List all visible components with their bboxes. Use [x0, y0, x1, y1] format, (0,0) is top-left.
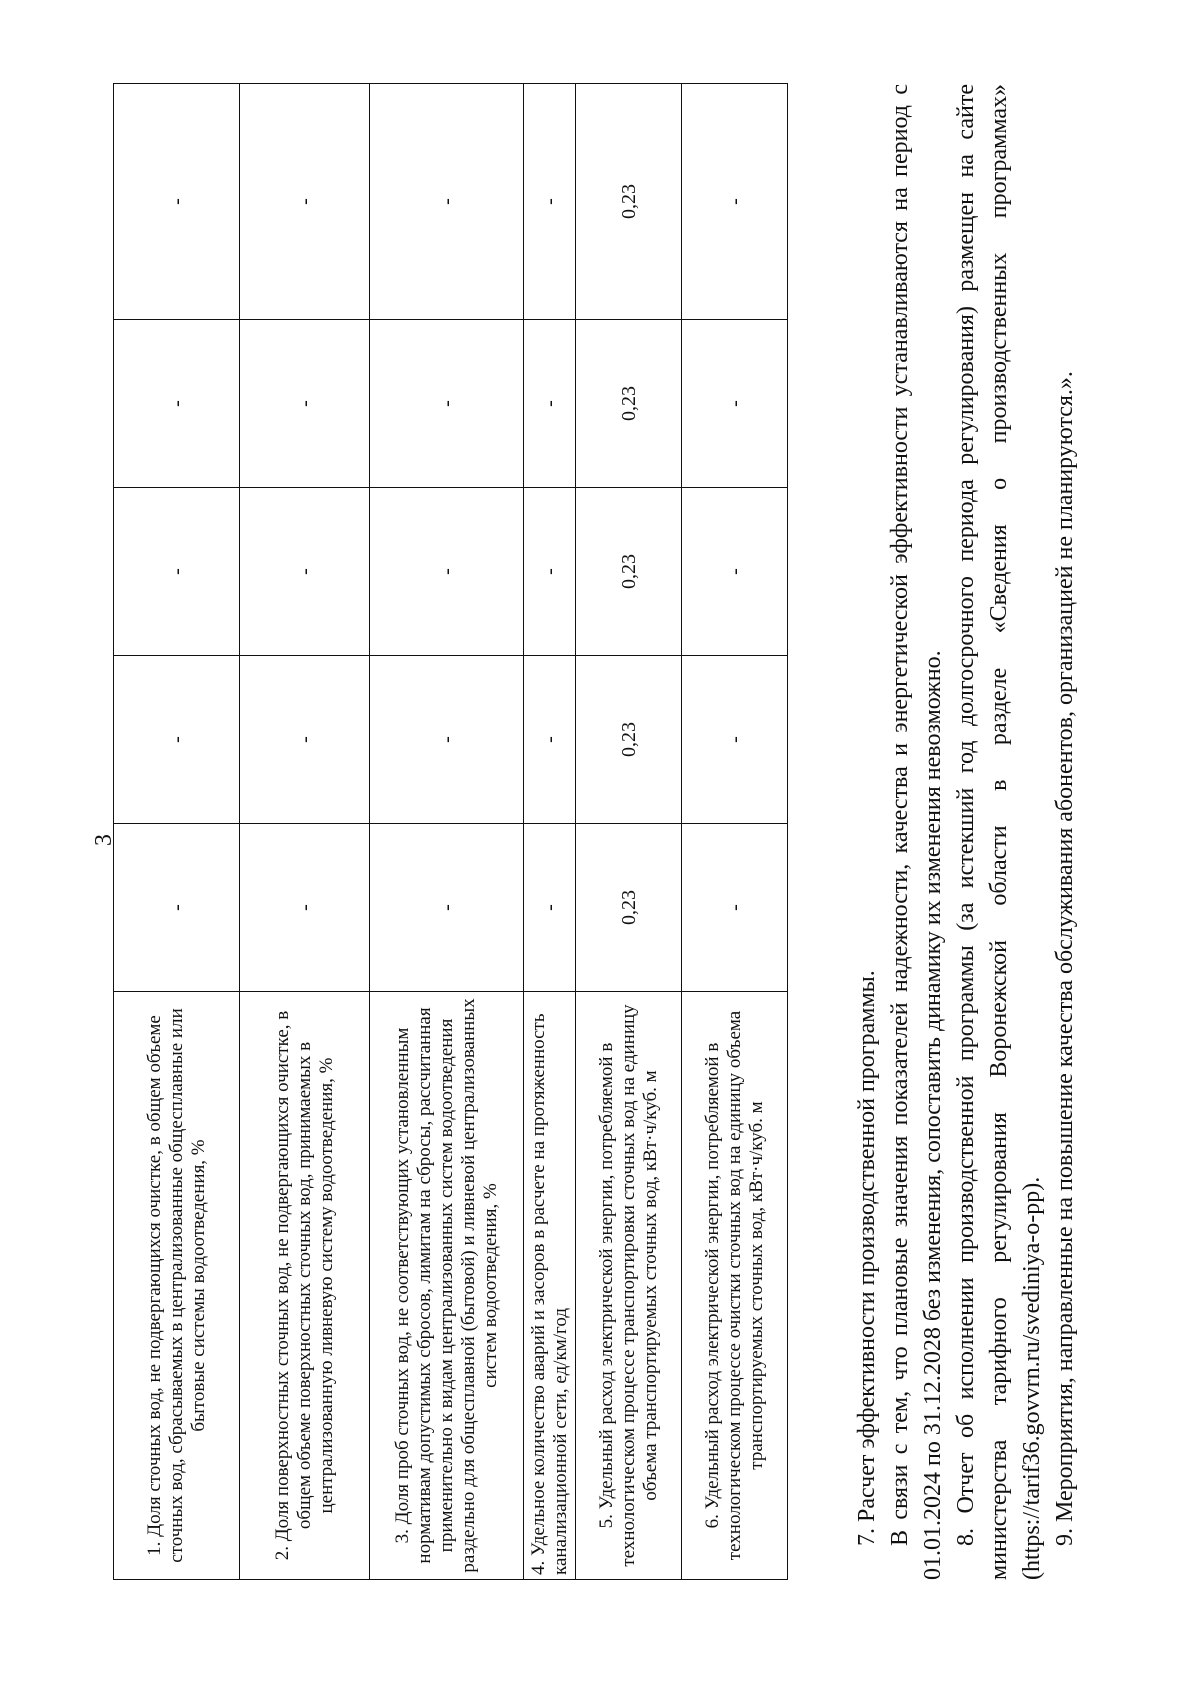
indicator-value: 0,23: [576, 84, 682, 320]
section-7-heading: 7. Расчет эффективности производственной программы.: [854, 970, 880, 1546]
indicator-value: -: [240, 320, 370, 488]
indicator-name: 6. Удельный расход электрической энергии, потребляемой в технологическом процессе очистки сточных вод на единицу объема транспортируемых сточных вод, кВт·ч/куб. м: [682, 992, 788, 1580]
indicator-value: -: [114, 84, 240, 320]
indicator-value: -: [524, 488, 576, 656]
indicator-value: -: [682, 84, 788, 320]
indicator-value: -: [370, 84, 524, 320]
section-7-paragraph: В связи с тем, что плановые значения показателей надежности, качества и энергетической эффективности устанавливаются на период с 01.01.2024 по 31.12.2028 без изменения, сопоставить динамику их изменения невозможно.: [887, 84, 946, 1580]
indicator-value: -: [370, 824, 524, 992]
table-row: [682, 84, 788, 1580]
indicators-table: [113, 83, 788, 1580]
indicator-value: -: [240, 656, 370, 824]
table-row: [524, 84, 576, 1580]
indicator-value: 0,23: [576, 320, 682, 488]
indicator-value: -: [524, 320, 576, 488]
indicator-name: 1. Доля сточных вод, не подвергающихся очистке, в общем объеме сточных вод, сбрасываемых в централизованные общесплавные или бытовые системы водоотведения, %: [114, 992, 240, 1580]
indicator-value: -: [682, 320, 788, 488]
indicator-value: -: [114, 656, 240, 824]
indicator-name: 5. Удельный расход электрической энергии, потребляемой в технологическом процессе транспортировки сточных вод на единицу объема транспортируемых сточных вод, кВт·ч/куб. м: [576, 992, 682, 1580]
indicator-value: 0,23: [576, 656, 682, 824]
indicator-value: -: [370, 656, 524, 824]
indicator-name: 2. Доля поверхностных сточных вод, не подвергающихся очистке, в общем объеме поверхностных сточных вод, принимаемых в централизованную ливневую систему водоотведения, %: [240, 992, 370, 1580]
indicator-value: -: [114, 488, 240, 656]
indicator-value: -: [524, 656, 576, 824]
indicator-value: -: [240, 84, 370, 320]
indicator-value: -: [114, 320, 240, 488]
section-9-paragraph: 9. Мероприятия, направленные на повышение качества обслуживания абонентов, организацией не планируются.».: [1052, 371, 1078, 1546]
indicator-value: -: [240, 488, 370, 656]
page-number: 3: [91, 834, 117, 846]
indicator-value: 0,23: [576, 488, 682, 656]
rotated-page: [85, 70, 1125, 1610]
table-row: [576, 84, 682, 1580]
indicator-value: -: [114, 824, 240, 992]
table-row: [114, 84, 240, 1580]
table-row: [370, 84, 524, 1580]
indicator-value: -: [682, 824, 788, 992]
indicator-value: -: [524, 824, 576, 992]
indicator-value: -: [524, 84, 576, 320]
indicator-name: 4. Удельное количество аварий и засоров в расчете на протяженность канализационной сети, ед/км/год: [524, 992, 576, 1580]
indicator-value: -: [682, 656, 788, 824]
body-text: [851, 84, 1082, 1580]
indicator-value: 0,23: [576, 824, 682, 992]
indicator-value: -: [682, 488, 788, 656]
indicator-value: -: [370, 320, 524, 488]
indicator-name: 3. Доля проб сточных вод, не соответствующих установленным нормативам допустимых сбросов, лимитам на сбросы, рассчитанная применительно к видам централизованных систем водоотведения раздельно для общесплавной (бытовой) и ливневой централизованных систем водоотведения, %: [370, 992, 524, 1580]
indicator-value: -: [370, 488, 524, 656]
table-row: [240, 84, 370, 1580]
section-8-paragraph: 8. Отчет об исполнении производственной программы (за истекший год долгосрочного периода регулирования) размещен на сайте министерства тарифного регулирования Воронежской области в разделе «Сведения о производственных программах» (https://tarif36.govvrn.ru/svediniya-o-pp).: [953, 84, 1045, 1580]
indicator-value: -: [240, 824, 370, 992]
